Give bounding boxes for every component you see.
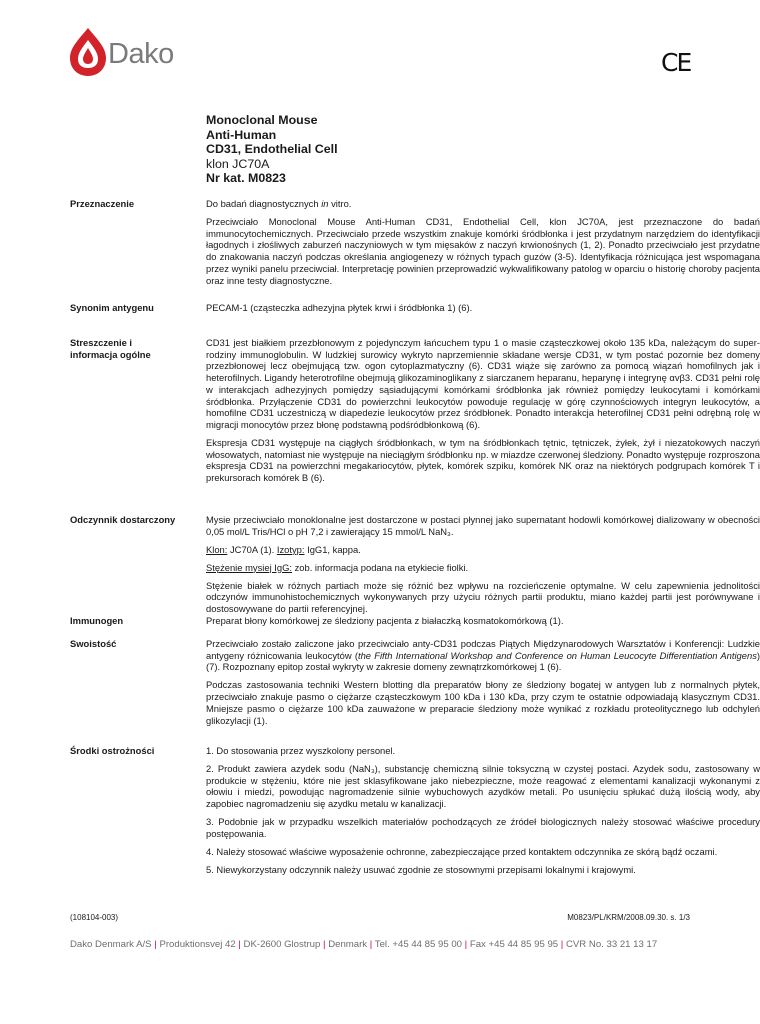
list-item: 3. Podobnie jak w przypadku wszelkich materiałów pochodzących ze źródeł biologicznych należy stosować właściwe procedury postępowania. [206, 816, 760, 839]
section-body [206, 302, 760, 320]
dako-logo [68, 26, 198, 78]
section-label: Odczynnik dostarczony [70, 514, 176, 525]
company-address: Dako Denmark A/S | Produktionsvej 42 | DK-2600 Glostrup | Denmark | Tel. +45 44 85 95 00 | Fax +45 44 85 95 95 | CVR No. 33 21 13 17 [70, 939, 658, 950]
section-label: Streszczenie i informacja ogólne [70, 337, 151, 360]
paragraph: Podczas zastosowania techniki Western blotting dla preparatów błony ze śledziony bogatej w antygen lub z normalnych płytek, przeciwciało znakuje pasmo o ciężarze cząsteczkowym 100 kDa i 130 kDa, przy czym te ostatnie odpowiadają klasycznym CD31. Mniejsze pasmo o ciężarze 100 kDa zauważone w preparacie śledziony może wynikać z rozkładu proteolitycznego lub odchyleń glikozylacji (1). [206, 679, 760, 726]
dako-drop-icon [68, 26, 108, 78]
catalog-number: Nr kat. M0823 [206, 171, 286, 186]
paragraph: Stężenie mysiej IgG: zob. informacja podana na etykiecie fiolki. [206, 561, 469, 573]
paragraph: Ekspresja CD31 występuje na ciągłych śródbłonkach, w tym na śródbłonkach tętnic, tętniczek, żyłek, żył i niezatokowych naczyń włosowatych, natomiast nie występuje na nieciągłym śródbłonku np. w miazdze czerwonej śledziony. Ponadto występuje rozproszona ekspresja CD31 na powierzchni megakariocytów, płytek, komórek szpiku, komórek NK oraz na niektórych podgrupach komórek T i prekursorach komórek B (6). [206, 436, 760, 484]
paragraph: PECAM-1 (cząsteczka adhezyjna płytek krwi i śródbłonka 1) (6). [206, 302, 473, 313]
paragraph: Mysie przeciwciało monoklonalne jest dostarczone w postaci płynnej jako supernatant hodowli komórkowej dializowany w obecności 0,05 mol/L Tris/HCl o pH 7,2 i zawierający 15 mmol/L NaN₃. [206, 514, 760, 537]
section-label: Przeznaczenie [70, 198, 135, 209]
paragraph: Stężenie białek w różnych partiach może się różnić bez wpływu na rozcieńczenie optymalne. W celu zapewnienia jednolitości odczynów immunohistochemicznych wykonywanych przy użyciu różnych partii produktu, miano każdej partii jest porównywane i dostosowywane do partii referencyjnej. [206, 579, 760, 615]
title-line: Monoclonal Mouse [206, 113, 318, 127]
section-body [206, 615, 760, 633]
document-code: (108104-003) [70, 913, 119, 922]
paragraph: Przeciwciało zostało zaliczone jako przeciwciało anty-CD31 podczas Piątych Międzynarodowych Warsztatów i Konferencji: Ludzkie antygeny różnicowania leukocytów (the Fifth International Workshop and Conference on Human Leucocyte Differentiation Antigens) (7). Rozpoznany epitop został wykryty w zakresie domeny zewnątrzkomórkowej 1 (6). [206, 638, 760, 673]
paragraph: Klon: JC70A (1). Izotyp: IgG1, kappa. [206, 543, 361, 555]
section-body [206, 638, 760, 733]
title-line: CD31, Endothelial Cell [206, 142, 338, 157]
clone-line: klon JC70A [206, 156, 270, 171]
list-item: 5. Niewykorzystany odczynnik należy usuwać zgodnie ze stosownymi przepisami lokalnymi i krajowymi. [206, 863, 636, 875]
ce-mark: CE [661, 48, 691, 77]
brand-name: Dako [108, 38, 174, 70]
product-title [206, 113, 338, 186]
paragraph: Preparat błony komórkowej ze śledziony pacjenta z białaczką kosmatokomórkową (1). [206, 615, 564, 626]
list-item: 1. Do stosowania przez wyszkolony personel. [206, 745, 396, 756]
paragraph: Przeciwciało Monoclonal Mouse Anti-Human CD31, Endothelial Cell, klon JC70A, jest przeznaczone do badań immunocytochemicznych. Przeciwciało przede wszystkim znakuje komórki śródbłonka i jest przydatnym narzędziem do identyfikacji łagodnych i złośliwych zaburzeń naczyniowych w tym mięsaków z naczyń krwionośnych (1, 2). Ponadto przeciwciało jest przydatne do znakowania naczyń podczas określania angiogenezy w różnych typach guzów (3-5). Identyfikacja różnicująca jest wspomagana przez wyniki panelu przeciwciał. Interpretację powinien przeprowadzić wykwalifikowany patolog w oparciu o historię choroby pacjenta oraz inne testy diagnostyczne. [206, 216, 760, 286]
section-body [206, 198, 760, 293]
list-item: 2. Produkt zawiera azydek sodu (NaN₃), substancję chemiczną silnie toksyczną w czystej postaci. Azydek sodu, zastosowany w produkcie w stężeniu, które nie jest sklasyfikowane jako niebezpieczne, może reagować z elementami kanalizacji wykonanymi z ołowiu i miedzi, powodując nagromadzenie silnie wybuchowych azydków metali. Po usunięciu spłukać dużą ilością wody, aby zapobiec nagromadzeniu się azydku metalu w kanalizacji. [206, 763, 760, 810]
list-item: 4. Należy stosować właściwe wyposażenie ochronne, zabezpieczające przed kontaktem odczynnika ze skórą bądź oczami. [206, 845, 718, 857]
section-label: Synonim antygenu [70, 302, 154, 313]
page-reference: M0823/PL/KRM/2008.09.30. s. 1/3 [567, 913, 690, 922]
section-body [206, 745, 760, 882]
paragraph: CD31 jest białkiem przezbłonowym z pojedynczym łańcuchem typu 1 o masie cząsteczkowej około 135 kDa, należącym do super-rodziny immunoglobulin. W ludzkiej surowicy wykryto naprzemiennie składane wersje CD31, w tym postać pozornie bez domeny przezbłonowej lecz obejmującą tzw. ogon cytoplazmatyczny (6). CD31 wiąże się zarówno za pomocą wiązań homofilnych jak i heterofilnych. Ligandy heterotrofilne obejmują glikozaminoglikany z siarczanem heparanu, heparynę i integrynę αvβ3. CD31 pełni rolę w interakcjach adhezyjnych pomiędzy sąsiadującymi komórkami śródbłonka jak również pomiędzy leukocytami i komórkami śródbłonka. Przyłączenie CD31 do powierzchni leukocytów powoduje regulację w górę czynnościowych integryn leukocytów, a homofilne CD31 uczestniczą w diapedezie leukocytów przez śródbłonek. Ponadto interakcja heterofilnej CD31 pełni odrębną rolę w migracji monocytów przez błonę podstawną podśródbłonkową (6). [206, 337, 760, 430]
section-body [206, 337, 760, 490]
section-label: Immunogen [70, 615, 124, 626]
section-body [206, 514, 760, 621]
paragraph: Do badań diagnostycznych in vitro. [206, 198, 352, 209]
title-line: Anti-Human [206, 127, 277, 142]
section-label: Swoistość [70, 638, 117, 649]
section-label: Środki ostrożności [70, 745, 155, 756]
